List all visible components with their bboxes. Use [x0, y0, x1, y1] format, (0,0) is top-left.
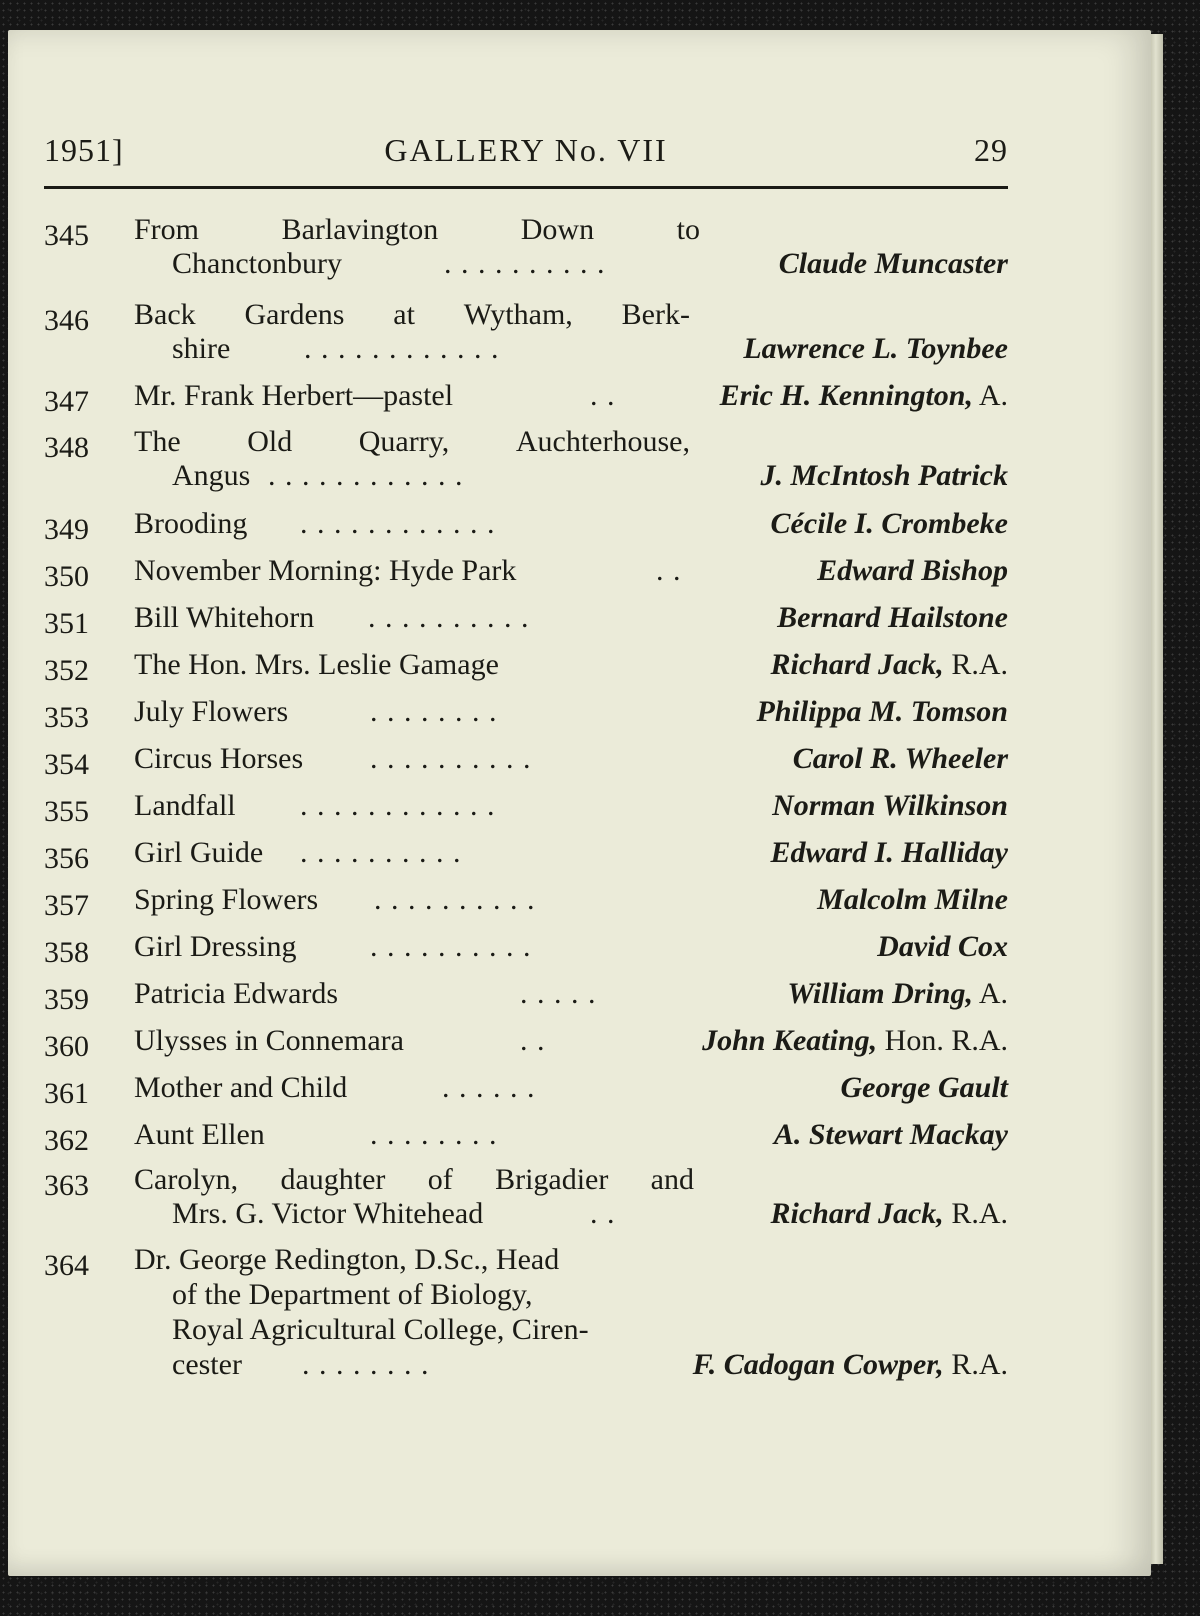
entry-title: Circus Horses	[134, 742, 304, 775]
entry-title: Girl Guide	[134, 836, 264, 869]
entry-artist: Carol R. Wheeler	[792, 742, 1008, 775]
running-head-title: GALLERY No. VII	[384, 132, 668, 168]
list-item	[44, 1023, 1008, 1063]
entry-number: 346	[44, 304, 89, 337]
running-head-year: 1951]	[44, 132, 124, 168]
list-item	[44, 1162, 1008, 1234]
leader-dots: . . . . . . . .	[370, 695, 498, 728]
entry-number: 350	[44, 560, 89, 593]
entry-artist: Edward I. Halliday	[770, 836, 1008, 869]
entry-title-cont: of the Department of Biology,	[172, 1278, 533, 1311]
entry-title: The Hon. Mrs. Leslie Gamage	[134, 648, 499, 681]
leader-dots: . . . . . . . . . .	[368, 601, 530, 634]
entry-title: Dr. George Redington, D.Sc., Head	[134, 1243, 560, 1276]
leader-dots: . .	[590, 1197, 616, 1230]
entry-number: 355	[44, 795, 89, 828]
list-item	[44, 553, 1008, 593]
list-item	[44, 600, 1008, 640]
entry-title-cont: shire	[172, 332, 231, 365]
entry-title-cont: cester	[172, 1348, 242, 1381]
entry-artist: Norman Wilkinson	[772, 789, 1008, 822]
entry-title: Bill Whitehorn	[134, 601, 315, 634]
entry-title: Spring Flowers	[134, 883, 319, 916]
list-item	[44, 976, 1008, 1016]
leader-dots: . . . . . . . . . . . .	[300, 507, 496, 540]
entry-artist: John Keating, Hon. R.A.	[702, 1024, 1008, 1057]
list-item	[44, 1070, 1008, 1110]
list-item	[44, 694, 1008, 734]
list-item	[44, 506, 1008, 546]
entry-artist: Eric H. Kennington, A.	[719, 379, 1008, 412]
entry-title: Patricia Edwards	[134, 977, 339, 1010]
leader-dots: . . . . . . . . . . . .	[304, 332, 500, 365]
list-item	[44, 1242, 1008, 1386]
leader-dots: . . . . . . . . . .	[300, 836, 462, 869]
entry-title-cont: Royal Agricultural College, Ciren-	[172, 1313, 589, 1346]
entry-number: 348	[44, 431, 89, 464]
list-item	[44, 835, 1008, 875]
leader-dots: . . . . . . . . . . . .	[268, 459, 464, 492]
entry-artist: Malcolm Milne	[817, 883, 1008, 916]
entry-artist: Richard Jack, R.A.	[770, 648, 1008, 681]
list-item	[44, 741, 1008, 781]
entry-artist: J. McIntosh Patrick	[760, 459, 1008, 492]
entry-artist: Philippa M. Tomson	[756, 695, 1008, 728]
entry-number: 352	[44, 654, 89, 687]
entry-title-cont: Chanctonbury	[172, 247, 342, 280]
entry-artist: A. Stewart Mackay	[773, 1118, 1008, 1151]
leader-dots: . .	[590, 379, 616, 412]
list-item	[44, 788, 1008, 828]
entry-number: 358	[44, 936, 89, 969]
entry-artist: David Cox	[877, 930, 1008, 963]
entry-title: Carolyn, daughter of Brigadier and	[134, 1163, 694, 1196]
entry-title: Mother and Child	[134, 1071, 348, 1104]
entry-title: July Flowers	[134, 695, 289, 728]
leader-dots: . . . . . . . . . .	[444, 247, 606, 280]
list-item	[44, 882, 1008, 922]
leader-dots: . .	[656, 554, 682, 587]
entry-title: Landfall	[134, 789, 236, 822]
list-item	[44, 424, 1008, 496]
entry-artist: Claude Muncaster	[778, 247, 1008, 280]
leader-dots: . . . . . . . . . . . .	[300, 789, 496, 822]
entry-title: Girl Dressing	[134, 930, 297, 963]
entry-number: 360	[44, 1030, 89, 1063]
entry-artist: Edward Bishop	[817, 554, 1008, 587]
entry-number: 362	[44, 1124, 89, 1157]
entry-number: 363	[44, 1169, 89, 1202]
leader-dots: . . . . . . . . . .	[370, 742, 532, 775]
entry-number: 351	[44, 607, 89, 640]
entry-number: 353	[44, 701, 89, 734]
leader-dots: . . . . . . . .	[370, 1118, 498, 1151]
entry-artist: Cécile I. Crombeke	[770, 507, 1008, 540]
entry-artist: Richard Jack, R.A.	[770, 1197, 1008, 1230]
entry-artist: Bernard Hailstone	[777, 601, 1008, 634]
entry-number: 345	[44, 219, 89, 252]
entry-title-cont: Mrs. G. Victor Whitehead	[172, 1197, 484, 1230]
list-item	[44, 647, 1008, 687]
entry-number: 361	[44, 1077, 89, 1110]
entry-title: Mr. Frank Herbert—pastel	[134, 379, 454, 412]
entry-title: Aunt Ellen	[134, 1118, 265, 1151]
entry-number: 357	[44, 889, 89, 922]
list-item	[44, 297, 1008, 369]
entry-number: 349	[44, 513, 89, 546]
entry-number: 347	[44, 385, 89, 418]
entry-number: 354	[44, 748, 89, 781]
list-item	[44, 929, 1008, 969]
list-item	[44, 212, 1008, 284]
page-number: 29	[974, 132, 1008, 168]
entry-title: Back Gardens at Wytham, Berk-	[134, 298, 690, 331]
entry-title: From Barlavington Down to	[134, 213, 700, 246]
leader-dots: . . . . . .	[442, 1071, 536, 1104]
entry-artist: Lawrence L. Toynbee	[743, 332, 1008, 365]
entry-number: 356	[44, 842, 89, 875]
entry-title: The Old Quarry, Auchterhouse,	[134, 425, 690, 458]
entry-title-cont: Angus	[172, 459, 251, 492]
entry-artist: George Gault	[840, 1071, 1008, 1104]
leader-dots: . . . . .	[520, 977, 597, 1010]
list-item	[44, 378, 1008, 418]
leader-dots: . . . . . . . . . .	[374, 883, 536, 916]
entry-artist: William Dring, A.	[787, 977, 1008, 1010]
entry-title: Ulysses in Connemara	[134, 1024, 404, 1057]
entry-title: Brooding	[134, 507, 248, 540]
leader-dots: . . . . . . . . . .	[370, 930, 532, 963]
entry-artist: F. Cadogan Cowper, R.A.	[692, 1348, 1008, 1381]
leader-dots: . . . . . . . .	[302, 1348, 430, 1381]
leader-dots: . .	[520, 1024, 546, 1057]
list-item	[44, 1117, 1008, 1157]
entry-number: 359	[44, 983, 89, 1016]
entry-number: 364	[44, 1249, 89, 1282]
entry-title: November Morning: Hyde Park	[134, 554, 517, 587]
